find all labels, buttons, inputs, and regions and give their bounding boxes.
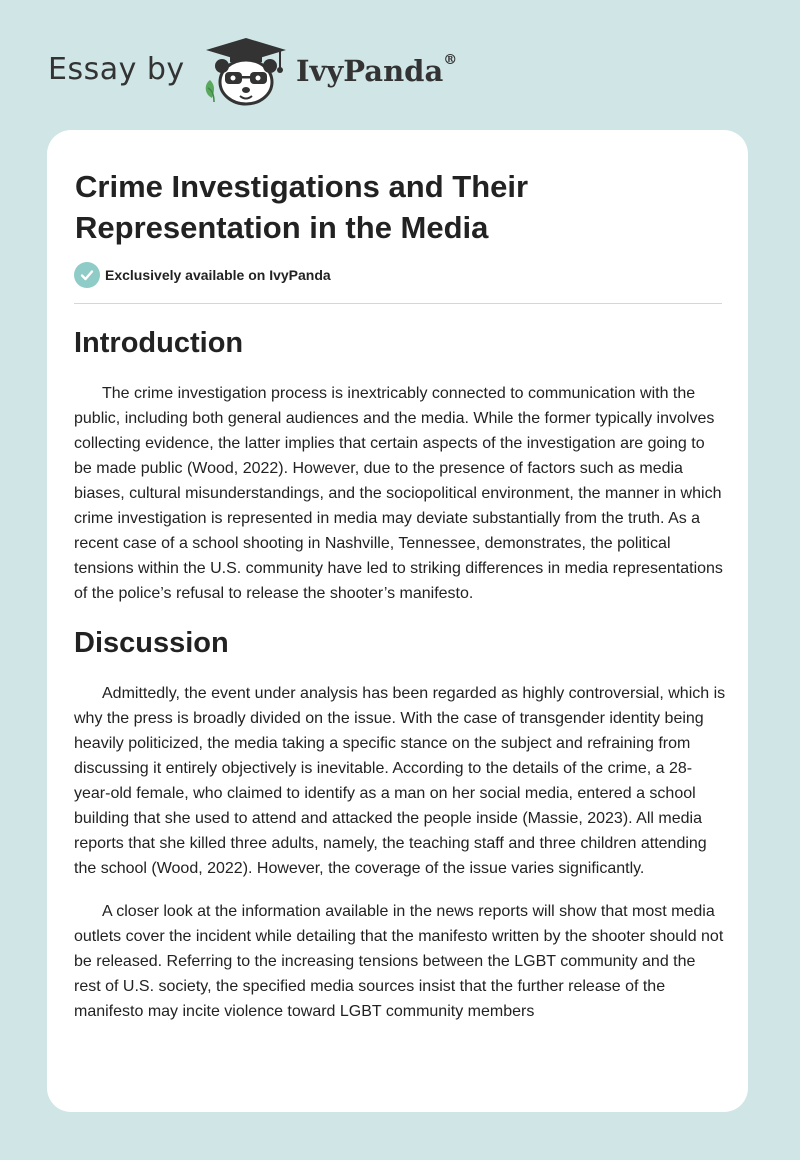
essay-card xyxy=(47,130,748,1112)
essay-by-label: Essay by xyxy=(48,52,185,87)
site-header xyxy=(0,0,800,130)
section-heading-introduction: Introduction xyxy=(74,327,244,359)
panda-graduate-logo-icon[interactable] xyxy=(200,36,292,108)
exclusive-badge-label: Exclusively available on IvyPanda xyxy=(105,267,331,283)
paragraph: The crime investigation process is inextricably connected to communication with the public, including both general audiences and the media. While the former typically involves collecting evidence, the latter implies that certain aspects of the investigation are going to be made public (Wood, 2022). However, due to the presence of factors such as media biases, cultural misunderstandings, and the sociopolitical environment, the manner in which crime investigation is represented in media may deviate substantially from the truth. As a recent case of a school shooting in Nashville, Tennessee, demonstrates, the political tensions within the U.S. community have led to striking differences in media representations of the police’s refusal to release the shooter’s manifesto. xyxy=(74,385,723,602)
section-heading-discussion: Discussion xyxy=(74,627,229,659)
check-circle-icon xyxy=(74,262,100,288)
essay-body xyxy=(74,325,726,1024)
exclusive-badge xyxy=(74,262,331,288)
paragraph: Admittedly, the event under analysis has been regarded as highly controversial, which is why the press is broadly divided on the issue. With the case of transgender identity being heavily politicized, the media taking a specific stance on the subject and refraining from discussing it entirely objectively is inevitable. According to the details of the crime, a 28-year-old female, who claimed to identify as a man on her social media, entered a school building that she used to attend and attacked the people inside (Massie, 2023). All media reports that she killed three adults, namely, the teaching staff and three children attending the school (Wood, 2022). However, the coverage of the issue varies significantly. xyxy=(74,685,726,877)
brand-name[interactable] xyxy=(296,54,457,88)
essay-title: Crime Investigations and Their Representation in the Media xyxy=(75,169,529,245)
paragraph: A closer look at the information available in the news reports will show that most media outlets cover the incident while detailing that the manifesto written by the shooter should not be released. Referring to the increasing tensions between the LGBT community and the rest of U.S. society, the specified media sources insist that the further release of the manifesto may incite violence toward LGBT community members xyxy=(74,903,724,1020)
registered-mark: ® xyxy=(443,52,458,68)
title-divider xyxy=(74,303,722,304)
brand-name-text: IvyPanda xyxy=(296,54,444,88)
